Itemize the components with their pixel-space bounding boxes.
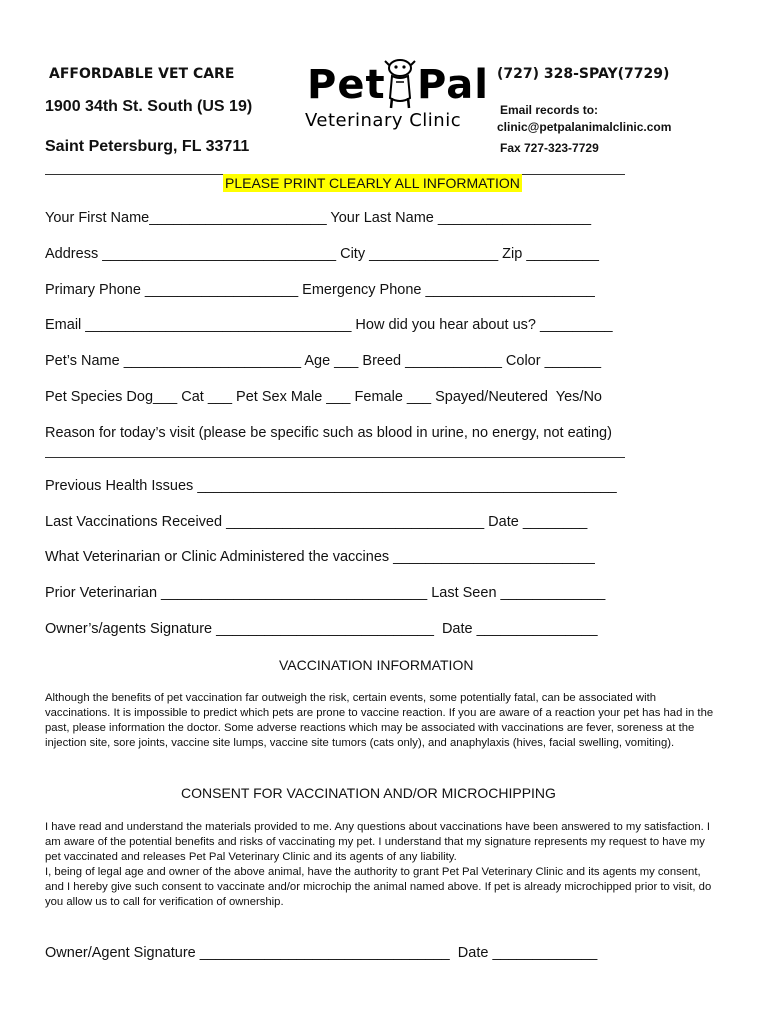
clinic-email: clinic@petpalanimalclinic.com (497, 120, 672, 134)
email-label: Email records to: (500, 103, 599, 117)
logo-word-pal: Pal (417, 62, 489, 108)
consent-text-1: I have read and understand the materials provided to me. Any questions about vaccinations have been answered to my satisfaction. I am aware of the potential benefits and risks of vaccinating my pet. I understand that my signature represents my request to have my pet vaccinated and releases Pet Pal Veterinary Clinic and its agents of any liability. (45, 821, 711, 863)
health-issues-field[interactable]: Previous Health Issues ____________________________________________________ (45, 478, 617, 494)
print-notice: PLEASE PRINT CLEARLY ALL INFORMATION (225, 175, 520, 191)
vaccine-administrator-field[interactable]: What Veterinarian or Clinic Administered the vaccines _________________________ (45, 549, 595, 565)
prior-vet-field[interactable]: Prior Veterinarian _________________________________ Last Seen _____________ (45, 585, 606, 601)
final-signature-field[interactable]: Owner/Agent Signature _______________________________ Date _____________ (45, 945, 598, 961)
owner-signature-field[interactable]: Owner’s/agents Signature ___________________________ Date _______________ (45, 621, 598, 637)
vaccination-title: VACCINATION INFORMATION (279, 657, 474, 673)
clinic-tagline: AFFORDABLE VET CARE (49, 66, 235, 82)
logo-word-pet: Pet (307, 62, 386, 108)
dog-icon (383, 58, 417, 110)
phone-field[interactable]: Primary Phone ___________________ Emergency Phone _____________________ (45, 282, 595, 298)
clinic-phone: (727) 328-SPAY(7729) (497, 66, 670, 82)
visit-reason-line[interactable] (45, 457, 625, 458)
address-line-2: Saint Petersburg, FL 33711 (45, 138, 250, 155)
address-field[interactable]: Address _____________________________ City ________________ Zip _________ (45, 246, 599, 262)
vaccination-text: Although the benefits of pet vaccination far outweigh the risk, certain events, some potentially fatal, can be associated with vaccinations. It is impossible to predict which pets are prone to vaccine reaction. If you are aware of a reaction your pet has had in the past, please information the doctor. Some adverse reactions which may be associated with vaccinations are fever, soreness at the injection site, sore joints, vaccine site lumps, vaccine site tumors (cats only), and anaphylaxis (hives, facial swelling, vomiting). (45, 692, 714, 749)
consent-title: CONSENT FOR VACCINATION AND/OR MICROCHIPPING (181, 785, 556, 801)
clinic-logo (305, 62, 495, 140)
consent-text-2: I, being of legal age and owner of the above animal, have the authority to grant Pet Pal Veterinary Clinic and its agents my consent, and I hereby give such consent to vaccinate and/or microchip the animal named above. If pet is already microchipped prior to visit, do you allow us to call for verification of ownership. (45, 866, 712, 908)
pet-name-field[interactable]: Pet’s Name ______________________ Age ___ Breed ____________ Color _______ (45, 353, 602, 369)
logo-subtitle: Veterinary Clinic (305, 110, 462, 131)
pet-species-field[interactable]: Pet Species Dog___ Cat ___ Pet Sex Male ___ Female ___ Spayed/Neutered Yes/No (45, 389, 602, 405)
email-field[interactable]: Email _________________________________ How did you hear about us? _________ (45, 317, 613, 333)
clinic-fax: Fax 727-323-7729 (500, 141, 599, 155)
name-field[interactable]: Your First Name______________________ Your Last Name ___________________ (45, 210, 592, 226)
visit-reason-field[interactable]: Reason for today’s visit (please be specific such as blood in urine, no energy, not eating) (45, 425, 612, 441)
vaccinations-field[interactable]: Last Vaccinations Received ________________________________ Date ________ (45, 514, 588, 530)
address-line-1: 1900 34th St. South (US 19) (45, 98, 253, 115)
